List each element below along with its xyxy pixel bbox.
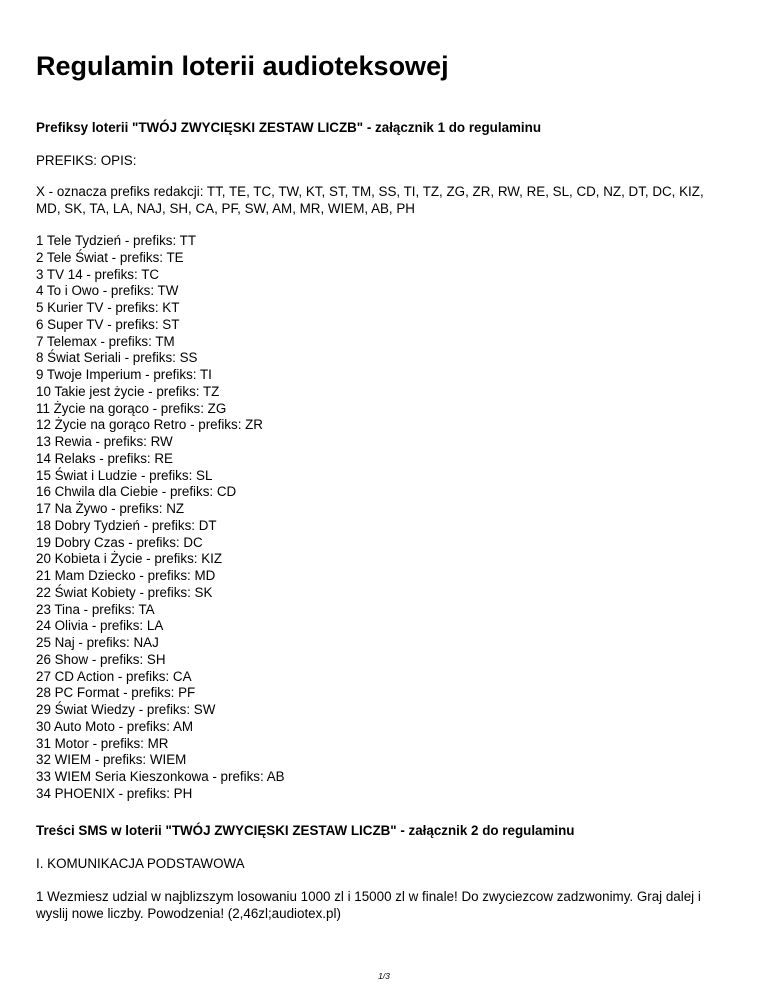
list-item: 15 Świat i Ludzie - prefiks: SL: [36, 467, 213, 483]
list-item: 1 Tele Tydzień - prefiks: TT: [36, 233, 197, 248]
list-item: 19 Dobry Czas - prefiks: DC: [36, 534, 203, 550]
columns-label: PREFIKS: OPIS:: [36, 153, 137, 168]
list-item: 6 Super TV - prefiks: ST: [36, 316, 180, 332]
prefix-legend: X - oznacza prefiks redakcji: TT, TE, TC, TW, KT, ST, TM, SS, TI, TZ, ZG, ZR, RW, RE, SL, CD, NZ, DT, DC, KIZ, MD, SK, TA, LA, NAJ, SH, CA, PF, SW, AM, MR, WIEM, AB, PH: [36, 184, 704, 216]
page-number: 1/3: [378, 971, 390, 981]
list-item: 4 To i Owo - prefiks: TW: [36, 283, 179, 299]
list-item: 22 Świat Kobiety - prefiks: SK: [36, 584, 213, 600]
list-item: 24 Olivia - prefiks: LA: [36, 618, 164, 634]
list-item: 21 Mam Dziecko - prefiks: MD: [36, 568, 216, 583]
list-item: 28 PC Format - prefiks: PF: [36, 685, 196, 701]
section-label: I. KOMUNIKACJA PODSTAWOWA: [36, 856, 245, 871]
list-item: 29 Świat Wiedzy - prefiks: SW: [36, 702, 216, 717]
list-item: 14 Relaks - prefiks: RE: [36, 450, 173, 466]
list-item: 2 Tele Świat - prefiks: TE: [36, 249, 184, 265]
attachment2-heading: Treści SMS w loterii "TWÓJ ZWYCIĘSKI ZESTAW LICZB" - załącznik 2 do regulaminu: [36, 823, 575, 838]
list-item: 27 CD Action - prefiks: CA: [36, 668, 192, 684]
prefix-list: [36, 233, 285, 803]
list-item: 5 Kurier TV - prefiks: KT: [36, 300, 180, 315]
attachment1-heading: Prefiksy loterii "TWÓJ ZWYCIĘSKI ZESTAW LICZB" - załącznik 1 do regulaminu: [36, 120, 541, 135]
list-item: 3 TV 14 - prefiks: TC: [36, 266, 160, 282]
list-item: 26 Show - prefiks: SH: [36, 651, 166, 667]
list-item: 31 Motor - prefiks: MR: [36, 735, 169, 751]
list-item: 9 Twoje Imperium - prefiks: TI: [36, 367, 212, 382]
list-item: 32 WIEM - prefiks: WIEM: [36, 752, 187, 768]
list-item: 33 WIEM Seria Kieszonkowa - prefiks: AB: [36, 769, 285, 784]
list-item: 17 Na Żywo - prefiks: NZ: [36, 501, 185, 516]
page-title: Regulamin loterii audioteksowej: [36, 51, 449, 81]
list-item: 34 PHOENIX - prefiks: PH: [36, 785, 193, 801]
list-item: 8 Świat Seriali - prefiks: SS: [36, 350, 198, 366]
list-item: 18 Dobry Tydzień - prefiks: DT: [36, 517, 217, 533]
list-item: 20 Kobieta i Życie - prefiks: KIZ: [36, 551, 223, 567]
list-item: 11 Życie na gorąco - prefiks: ZG: [36, 400, 227, 416]
list-item: 7 Telemax - prefiks: TM: [36, 333, 175, 349]
sms-message: 1 Wezmiesz udzial w najblizszym losowaniu 1000 zl i 15000 zl w finale! Do zwyciezcow zadzwonimy. Graj dalej i wyslij nowe liczby. Powodzenia! (2,46zl;audiotex.pl): [36, 889, 701, 921]
list-item: 23 Tina - prefiks: TA: [36, 601, 155, 617]
list-item: 16 Chwila dla Ciebie - prefiks: CD: [36, 484, 237, 500]
list-item: 30 Auto Moto - prefiks: AM: [36, 718, 194, 734]
list-item: 12 Życie na gorąco Retro - prefiks: ZR: [36, 417, 263, 433]
list-item: 13 Rewia - prefiks: RW: [36, 434, 173, 449]
list-item: 10 Takie jest życie - prefiks: TZ: [36, 383, 220, 399]
list-item: 25 Naj - prefiks: NAJ: [36, 635, 159, 650]
